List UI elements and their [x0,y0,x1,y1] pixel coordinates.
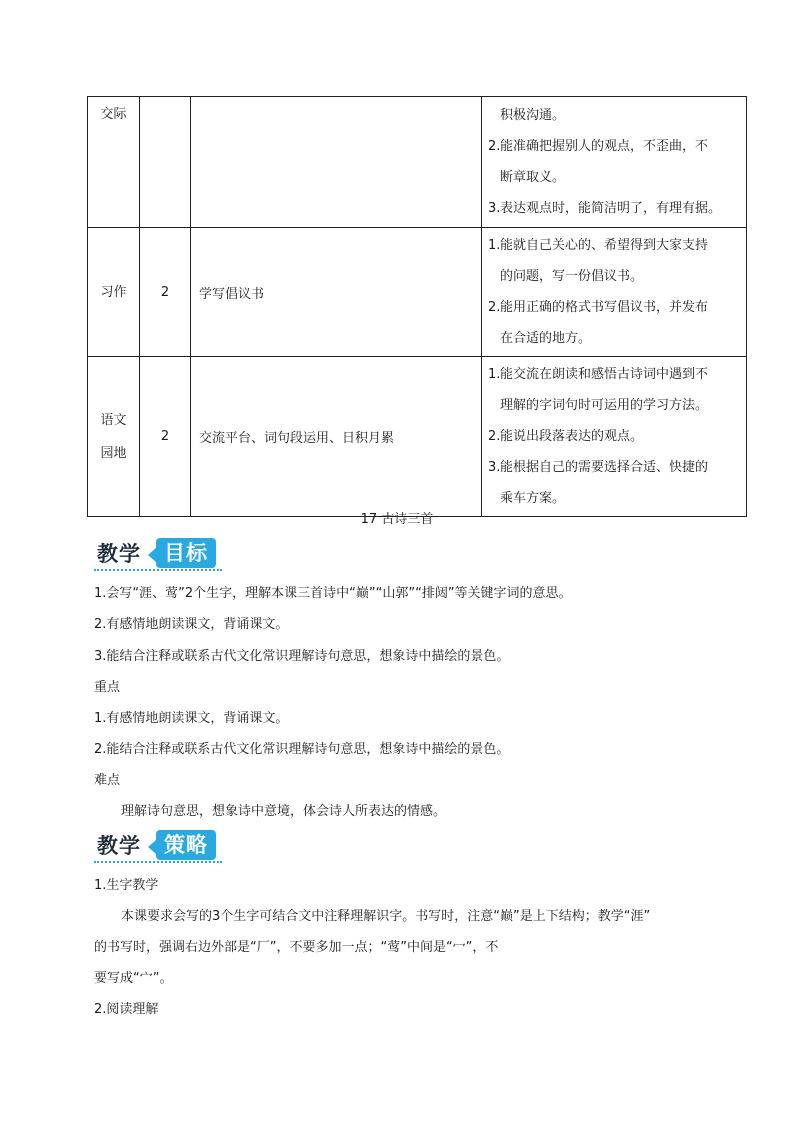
item-goals [482,228,747,357]
goal-item: 3.能结合注释或联系古代文化常识理解诗句意思，想象诗中描绘的景色。 [94,649,510,664]
item-hours [140,97,191,228]
item-content: 交流平台、词句段运用、日积月累 [191,357,482,517]
goal-line: 3. 表达观点时，能简洁明了，有理有据。 [488,201,722,216]
dotted-underline [94,569,222,571]
item-name: 习作 [88,228,140,357]
section-head-pill: 策略 [156,830,216,860]
table-row [88,97,747,228]
goal-continuation: 断章取义。 [500,170,566,185]
unit-plan-table [87,96,747,517]
goal-item: 2.有感情地朗读课文，背诵课文。 [94,617,289,632]
item-goals [482,357,747,517]
item-goals [482,97,747,228]
strategy-title: 2.阅读理解 [94,1002,159,1017]
table-row [88,357,747,517]
goal-line: 2. 能准确把握别人的观点，不歪曲，不 [488,139,709,154]
difficulty-text: 理解诗句意思，想象诗中意境，体会诗人所表达的情感。 [121,804,447,819]
key-point: 1.有感情地朗读课文，背诵课文。 [94,711,289,726]
goal-continuation: 的问题，写一份倡议书。 [500,269,644,284]
section-head-word: 教学 [97,834,141,858]
dotted-underline [94,861,222,863]
goal-line: 积极沟通。 [500,108,566,123]
goal-line: 2. 能说出段落表达的观点。 [488,429,644,444]
arrow-icon [148,840,156,854]
item-name: 交际 [88,97,140,228]
item-content [191,97,482,228]
difficulty-label: 难点 [94,773,121,788]
arrow-icon [148,548,156,562]
item-hours: 2 [140,228,191,357]
goal-line: 2. 能用正确的格式书写倡议书，并发布 [488,300,709,315]
section-head-word: 教学 [97,542,141,566]
key-point: 2.能结合注释或联系古代文化常识理解诗句意思，想象诗中描绘的景色。 [94,742,510,757]
section-head-pill: 目标 [156,538,216,568]
strategy-text: 本课要求会写的3个生字可结合文中注释理解识字。书写时，注意“巅”是上下结构；教学“涯” [121,909,651,924]
item-name-line: 语文 [100,412,127,428]
goal-line: 1. 能就自己关心的、希望得到大家支持 [488,238,709,253]
section-header-goals [94,538,224,572]
goal-line: 1. 能交流在朗读和感悟古诗词中遇到不 [488,367,709,382]
item-hours: 2 [140,357,191,517]
strategy-text: 的书写时，强调右边外部是“厂”，不要多加一点；“莺”中间是“冖”，不 [94,940,499,955]
section-header-strategy [94,830,224,864]
key-label: 重点 [94,680,121,695]
strategy-title: 1.生字教学 [94,878,159,893]
goal-continuation: 理解的字词句时可运用的学习方法。 [500,398,709,413]
goal-continuation: 在合适的地方。 [500,331,592,346]
item-content: 学写倡议书 [191,228,482,357]
item-name [88,357,140,517]
strategy-text: 要写成“宀”。 [94,971,173,986]
lesson-title: 17 古诗三首 [360,512,434,527]
goal-continuation: 乘车方案。 [500,491,566,506]
goal-item: 1.会写“涯、莺”2个生字，理解本课三首诗中“巅”“山郭”“排闼”等关键字词的意思。 [94,586,572,601]
table-row [88,228,747,357]
item-name-line: 园地 [100,445,127,461]
goal-line: 3. 能根据自己的需要选择合适、快捷的 [488,460,709,475]
